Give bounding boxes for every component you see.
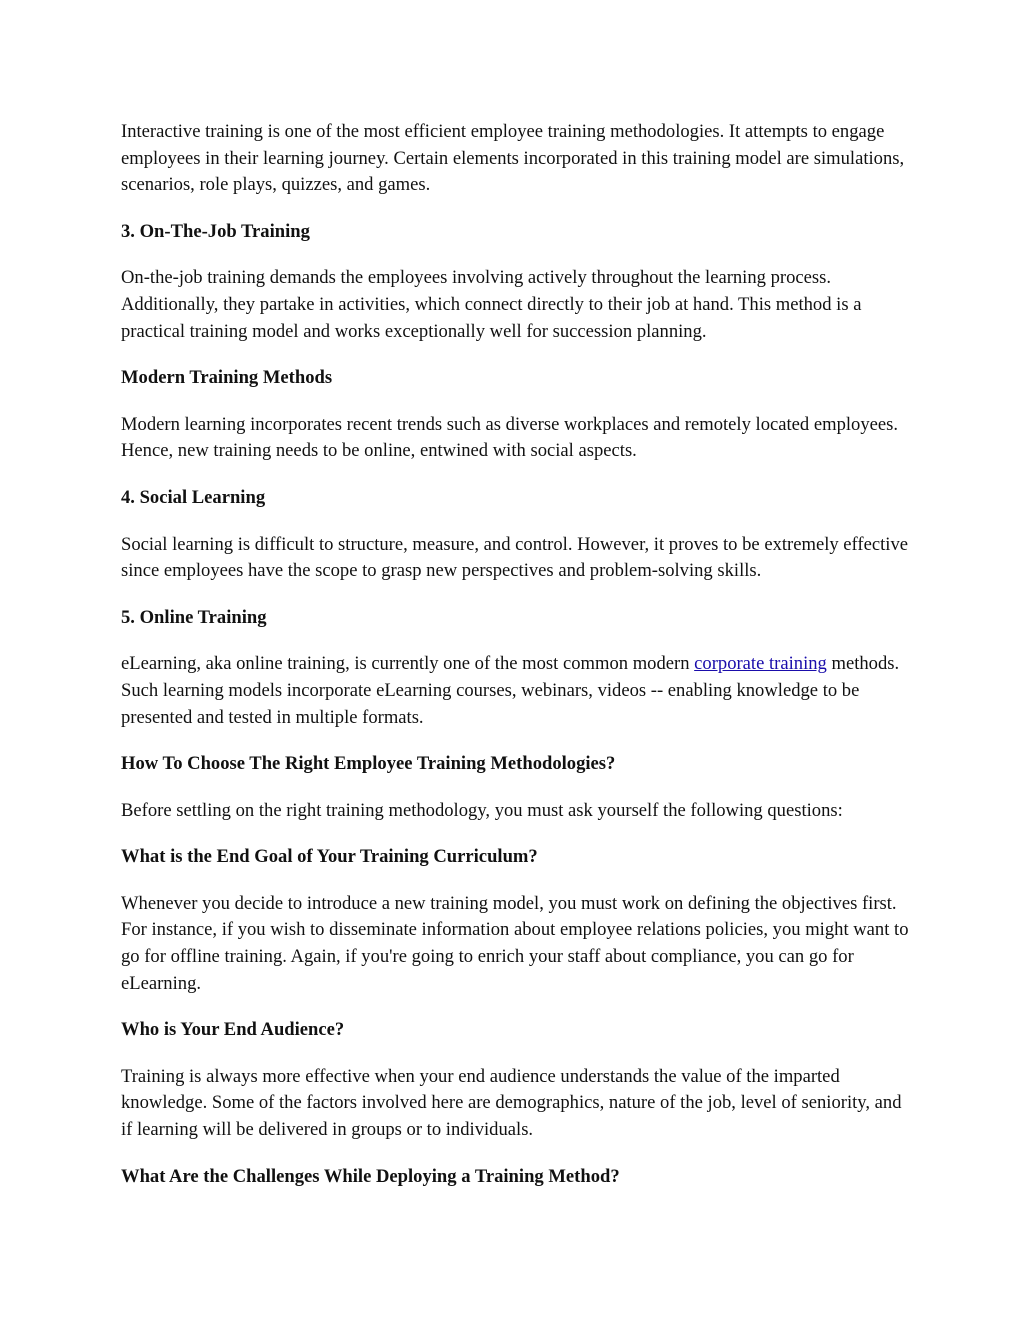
- heading-how-to-choose: How To Choose The Right Employee Training Methodologies?: [121, 753, 616, 775]
- before-settling-paragraph: Before settling on the right training methodology, you must ask yourself the following questions:: [121, 799, 843, 821]
- modern-learning-paragraph: Modern learning incorporates recent trends such as diverse workplaces and remotely located employees. Hence, new training needs to be online, entwined with social aspects.: [121, 413, 899, 462]
- heading-modern-training-methods: Modern Training Methods: [121, 367, 333, 389]
- document-page: [121, 119, 911, 1210]
- heading-online-training: 5. Online Training: [121, 606, 267, 628]
- heading-challenges: What Are the Challenges While Deploying a Training Method?: [121, 1165, 620, 1187]
- heading-end-goal: What is the End Goal of Your Training Curriculum?: [121, 846, 538, 868]
- heading-end-audience: Who is Your End Audience?: [121, 1019, 345, 1041]
- online-training-text-after-link: methods. Such learning models incorporate eLearning courses, webinars, videos -- enabling knowledge to be presented and tested in multiple formats.: [121, 653, 900, 728]
- heading-on-the-job-training: 3. On-The-Job Training: [121, 220, 310, 242]
- social-learning-paragraph: Social learning is difficult to structure, measure, and control. However, it proves to be extremely effective since employees have the scope to grasp new perspectives and problem-solving skills.: [121, 533, 908, 582]
- corporate-training-link[interactable]: corporate training: [694, 653, 827, 675]
- on-the-job-paragraph: On-the-job training demands the employees involving actively throughout the learning process. Additionally, they partake in activities, which connect directly to their job at hand. This method is a practical training model and works exceptionally well for succession planning.: [121, 267, 862, 342]
- heading-social-learning: 4. Social Learning: [121, 486, 266, 508]
- end-audience-paragraph: Training is always more effective when your end audience understands the value of the imparted knowledge. Some of the factors involved here are demographics, nature of the job, level of seniority, and if learning will be delivered in groups or to individuals.: [121, 1065, 902, 1141]
- end-goal-paragraph: Whenever you decide to introduce a new training model, you must work on defining the objectives first. For instance, if you wish to disseminate information about employee relations policies, you might want to go for offline training. Again, if you're going to enrich your staff about compliance, you can go for eLearning.: [121, 892, 909, 994]
- intro-interactive-paragraph: Interactive training is one of the most efficient employee training methodologies. It attempts to engage employees in their learning journey. Certain elements incorporated in this training model are simulations, scenarios, role plays, quizzes, and games.: [121, 121, 905, 196]
- online-training-text-before-link: eLearning, aka online training, is currently one of the most common modern: [121, 653, 695, 675]
- online-training-paragraph: [121, 651, 911, 731]
